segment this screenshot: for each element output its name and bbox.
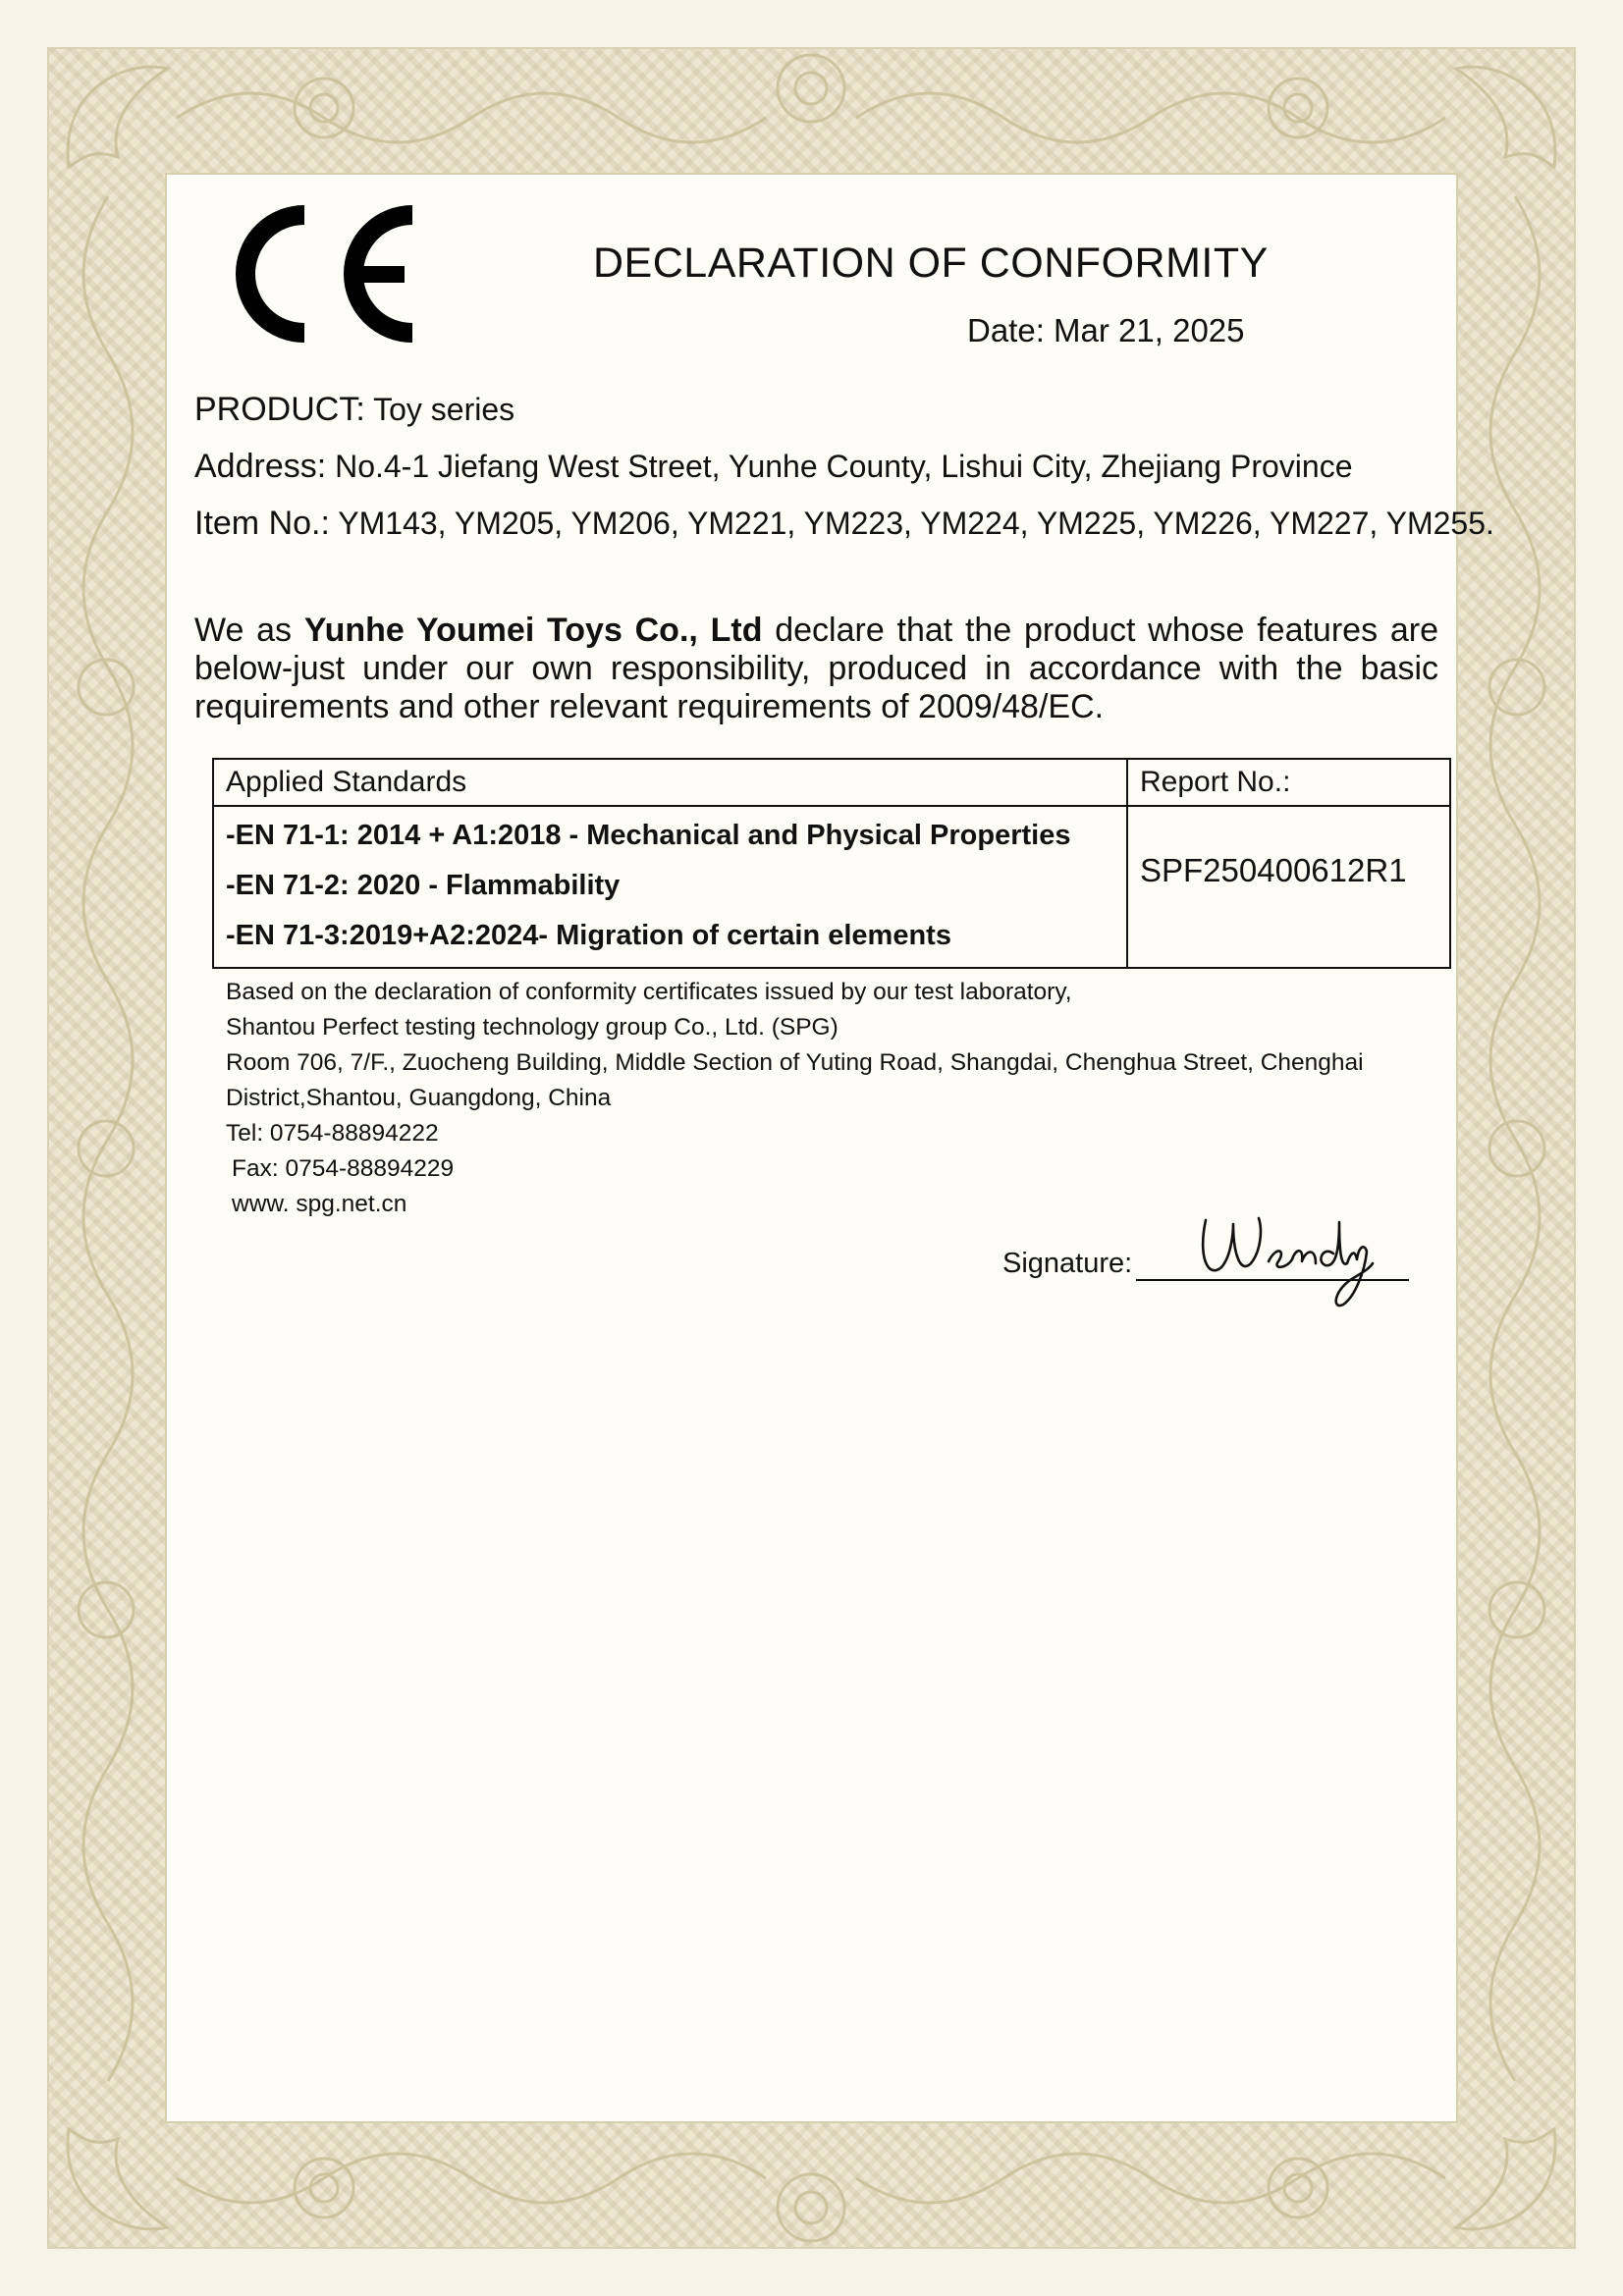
header-report-no: Report No.: — [1127, 759, 1450, 806]
standard-item: -EN 71-1: 2014 + A1:2018 - Mechanical and Physical Properties — [226, 820, 1071, 851]
declaration-paragraph — [194, 612, 1438, 726]
standard-item: -EN 71-2: 2020 - Flammability — [226, 870, 621, 901]
standard-item: -EN 71-3:2019+A2:2024- Migration of certain elements — [226, 920, 951, 951]
item-number-line — [194, 505, 1494, 543]
company-name: Yunhe Youmei Toys Co., Ltd — [303, 612, 763, 649]
declaration-body: declare that the product whose features are below-just under our own responsibility, produced in accordance with the basic requirements and other relevant requirements of 2009/48/EC. — [194, 612, 1438, 725]
lab-fax: Fax: 0754-88894229 — [232, 1155, 455, 1182]
report-number: SPF250400612R1 — [1127, 806, 1450, 968]
lab-line: Shantou Perfect testing technology group Co., Ltd. (SPG) — [226, 1014, 839, 1041]
standards-table — [212, 758, 1451, 969]
lab-tel: Tel: 0754-88894222 — [226, 1120, 439, 1147]
address-value: No.4-1 Jiefang West Street, Yunhe County, Lishui City, Zhejiang Province — [335, 449, 1353, 484]
product-line — [194, 391, 514, 429]
signature-label: Signature: — [1002, 1248, 1133, 1279]
ce-mark-logo — [224, 201, 420, 347]
date-value: Mar 21, 2025 — [1054, 312, 1245, 348]
table-row — [213, 806, 1450, 968]
laboratory-info — [226, 975, 1364, 1222]
header-applied-standards: Applied Standards — [213, 759, 1127, 806]
date-line — [967, 312, 1245, 349]
address-label: Address: — [194, 448, 327, 485]
handwritten-signature — [1188, 1202, 1375, 1315]
table-header-row — [213, 759, 1450, 806]
date-label: Date: — [967, 312, 1045, 348]
product-value: Toy series — [373, 392, 515, 427]
standards-cell — [213, 806, 1127, 968]
document-title: DECLARATION OF CONFORMITY — [593, 240, 1269, 287]
lab-website: www. spg.net.cn — [232, 1191, 407, 1217]
address-line — [194, 448, 1352, 486]
item-number-value: YM143, YM205, YM206, YM221, YM223, YM224, YM225, YM226, YM227, YM255. — [338, 506, 1494, 541]
item-number-label: Item No.: — [194, 505, 330, 542]
lab-line: District,Shantou, Guangdong, China — [226, 1085, 612, 1111]
lab-line: Room 706, 7/F., Zuocheng Building, Middle Section of Yuting Road, Shangdai, Chenghua Street, Chenghai — [226, 1049, 1364, 1076]
lab-line: Based on the declaration of conformity certificates issued by our test laboratory, — [226, 979, 1072, 1005]
declaration-prefix: We as — [194, 612, 293, 649]
product-label: PRODUCT: — [194, 391, 365, 428]
